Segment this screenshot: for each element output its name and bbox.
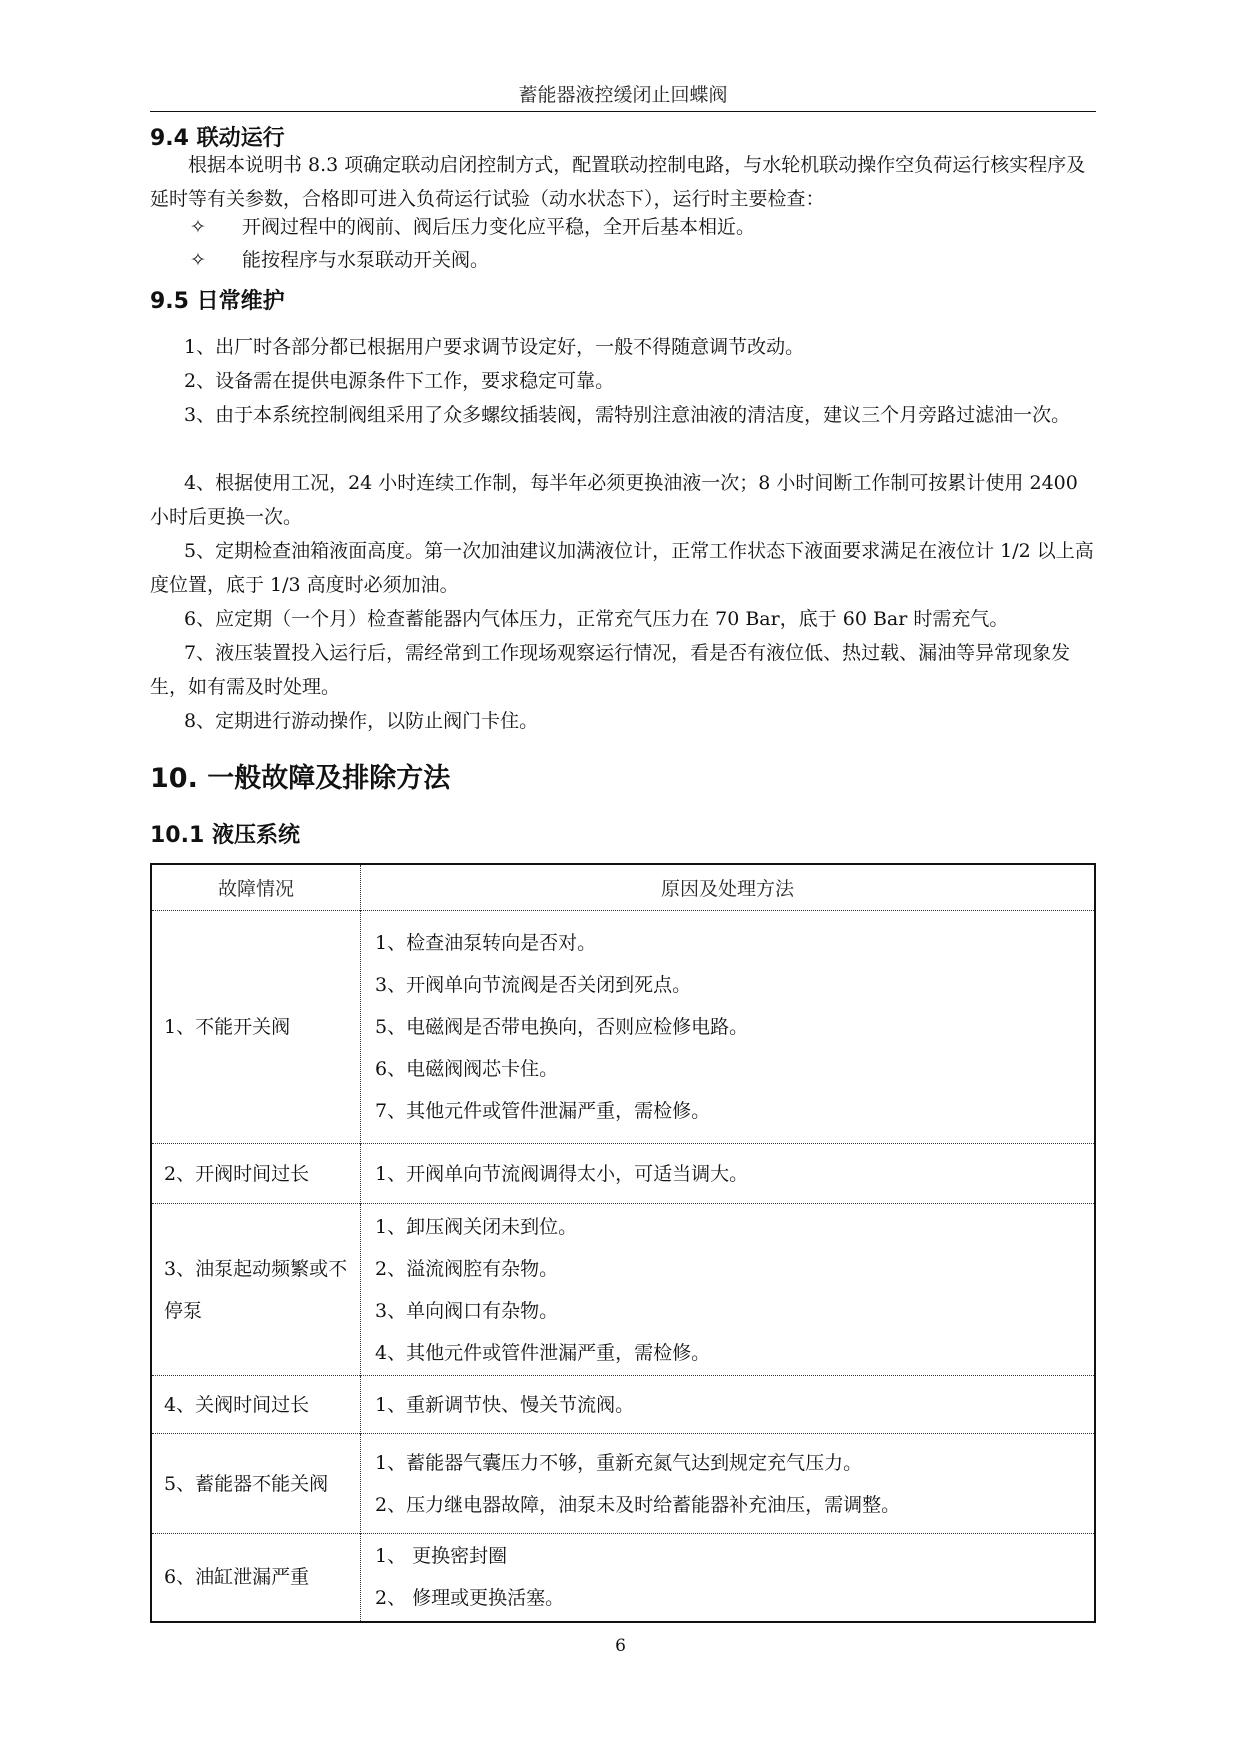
fault-cell: 6、油缸泄漏严重 [151, 1534, 361, 1622]
fault-table [150, 863, 1096, 1623]
maintenance-item: 4、根据使用工况，24 小时连续工作制，每半年必须更换油液一次；8 小时间断工作制可按累计使用 2400 小时后更换一次。 [150, 472, 1078, 528]
remedy-item: 1、重新调节快、慢关节流阀。 [375, 1393, 635, 1416]
bullet-item [190, 212, 755, 239]
section-9-4-heading: 9.4 联动运行 [150, 126, 285, 151]
maintenance-item: 1、出厂时各部分都已根据用户要求调节设定好，一般不得随意调节改动。 [184, 336, 805, 358]
column-header-remedy: 原因及处理方法 [660, 878, 794, 900]
sparkle-bullet-icon: ✧ [190, 249, 206, 271]
bullet-text: 开阀过程中的阀前、阀后压力变化应平稳，全开后基本相近。 [242, 216, 756, 238]
remedy-item: 1、蓄能器气囊压力不够，重新充氮气达到规定充气压力。 [375, 1451, 863, 1474]
remedy-item: 1、开阀单向节流阀调得太小，可适当调大。 [375, 1162, 749, 1185]
remedy-item: 1、 更换密封圈 [375, 1545, 508, 1568]
remedy-cell [361, 1376, 1096, 1434]
section-9-5-heading: 9.5 日常维护 [150, 289, 285, 314]
remedy-cell [361, 911, 1096, 1144]
remedy-item: 2、压力继电器故障，油泵未及时给蓄能器补充油压，需调整。 [375, 1493, 901, 1516]
column-header-fault: 故障情况 [151, 864, 361, 911]
remedy-item: 3、单向阀口有杂物。 [375, 1299, 559, 1322]
table-row [151, 1534, 1095, 1622]
maintenance-item: 6、应定期（一个月）检查蓄能器内气体压力，正常充气压力在 70 Bar，底于 60 Bar 时需充气。 [184, 608, 1009, 630]
maintenance-item: 2、设备需在提供电源条件下工作，要求稳定可靠。 [184, 370, 615, 392]
remedy-item: 7、其他元件或管件泄漏严重，需检修。 [375, 1100, 711, 1122]
remedy-item: 3、开阀单向节流阀是否关闭到死点。 [375, 974, 692, 996]
table-header-row [151, 864, 1095, 911]
remedy-cell [361, 1434, 1096, 1534]
table-row [151, 1376, 1095, 1434]
header-rule [150, 111, 1096, 112]
sparkle-bullet-icon: ✧ [190, 216, 206, 238]
table-row [151, 1434, 1095, 1534]
fault-cell: 5、蓄能器不能关阀 [151, 1434, 361, 1534]
remedy-item: 1、检查油泵转向是否对。 [375, 932, 597, 954]
remedy-item: 6、电磁阀阀芯卡住。 [375, 1058, 559, 1080]
bullet-text: 能按程序与水泵联动开关阀。 [242, 249, 490, 271]
table-row [151, 1204, 1095, 1376]
fault-cell: 3、油泵起动频繁或不停泵 [151, 1204, 361, 1376]
fault-cell: 4、关阀时间过长 [151, 1376, 361, 1434]
remedy-item: 1、卸压阀关闭未到位。 [375, 1215, 578, 1238]
table-row [151, 1144, 1095, 1204]
page-number: 6 [615, 1636, 626, 1656]
remedy-cell [361, 1144, 1096, 1204]
remedy-item: 2、 修理或更换活塞。 [375, 1587, 565, 1610]
maintenance-item: 8、定期进行游动操作，以防止阀门卡住。 [184, 710, 539, 732]
page-header-title: 蓄能器液控缓闭止回蝶阀 [518, 84, 728, 106]
table-row [151, 911, 1095, 1144]
remedy-item: 5、电磁阀是否带电换向，否则应检修电路。 [375, 1016, 749, 1038]
maintenance-item: 7、液压装置投入运行后，需经常到工作现场观察运行情况，看是否有液位低、热过载、漏油等异常现象发生，如有需及时处理。 [150, 642, 1071, 698]
remedy-cell [361, 1534, 1096, 1622]
remedy-cell [361, 1204, 1096, 1376]
maintenance-item: 3、由于本系统控制阀组采用了众多螺纹插装阀，需特别注意油液的清洁度，建议三个月旁路过滤油一次。 [184, 404, 1071, 426]
section-10-1-heading: 10.1 液压系统 [150, 823, 300, 848]
maintenance-item: 5、定期检查油箱液面高度。第一次加油建议加满液位计，正常工作状态下液面要求满足在液位计 1/2 以上高度位置，底于 1/3 高度时必须加油。 [150, 540, 1094, 596]
fault-cell: 1、不能开关阀 [151, 911, 361, 1144]
remedy-item: 2、溢流阀腔有杂物。 [375, 1257, 559, 1280]
remedy-item: 4、其他元件或管件泄漏严重，需检修。 [375, 1341, 711, 1364]
section-9-4-intro: 根据本说明书 8.3 项确定联动启闭控制方式，配置联动控制电路，与水轮机联动操作空负荷运行核实程序及延时等有关参数，合格即可进入负荷运行试验（动水状态下），运行时主要检查： [150, 154, 1086, 210]
bullet-item [190, 245, 489, 272]
section-10-heading: 10. 一般故障及排除方法 [150, 763, 451, 794]
fault-cell: 2、开阀时间过长 [151, 1144, 361, 1204]
